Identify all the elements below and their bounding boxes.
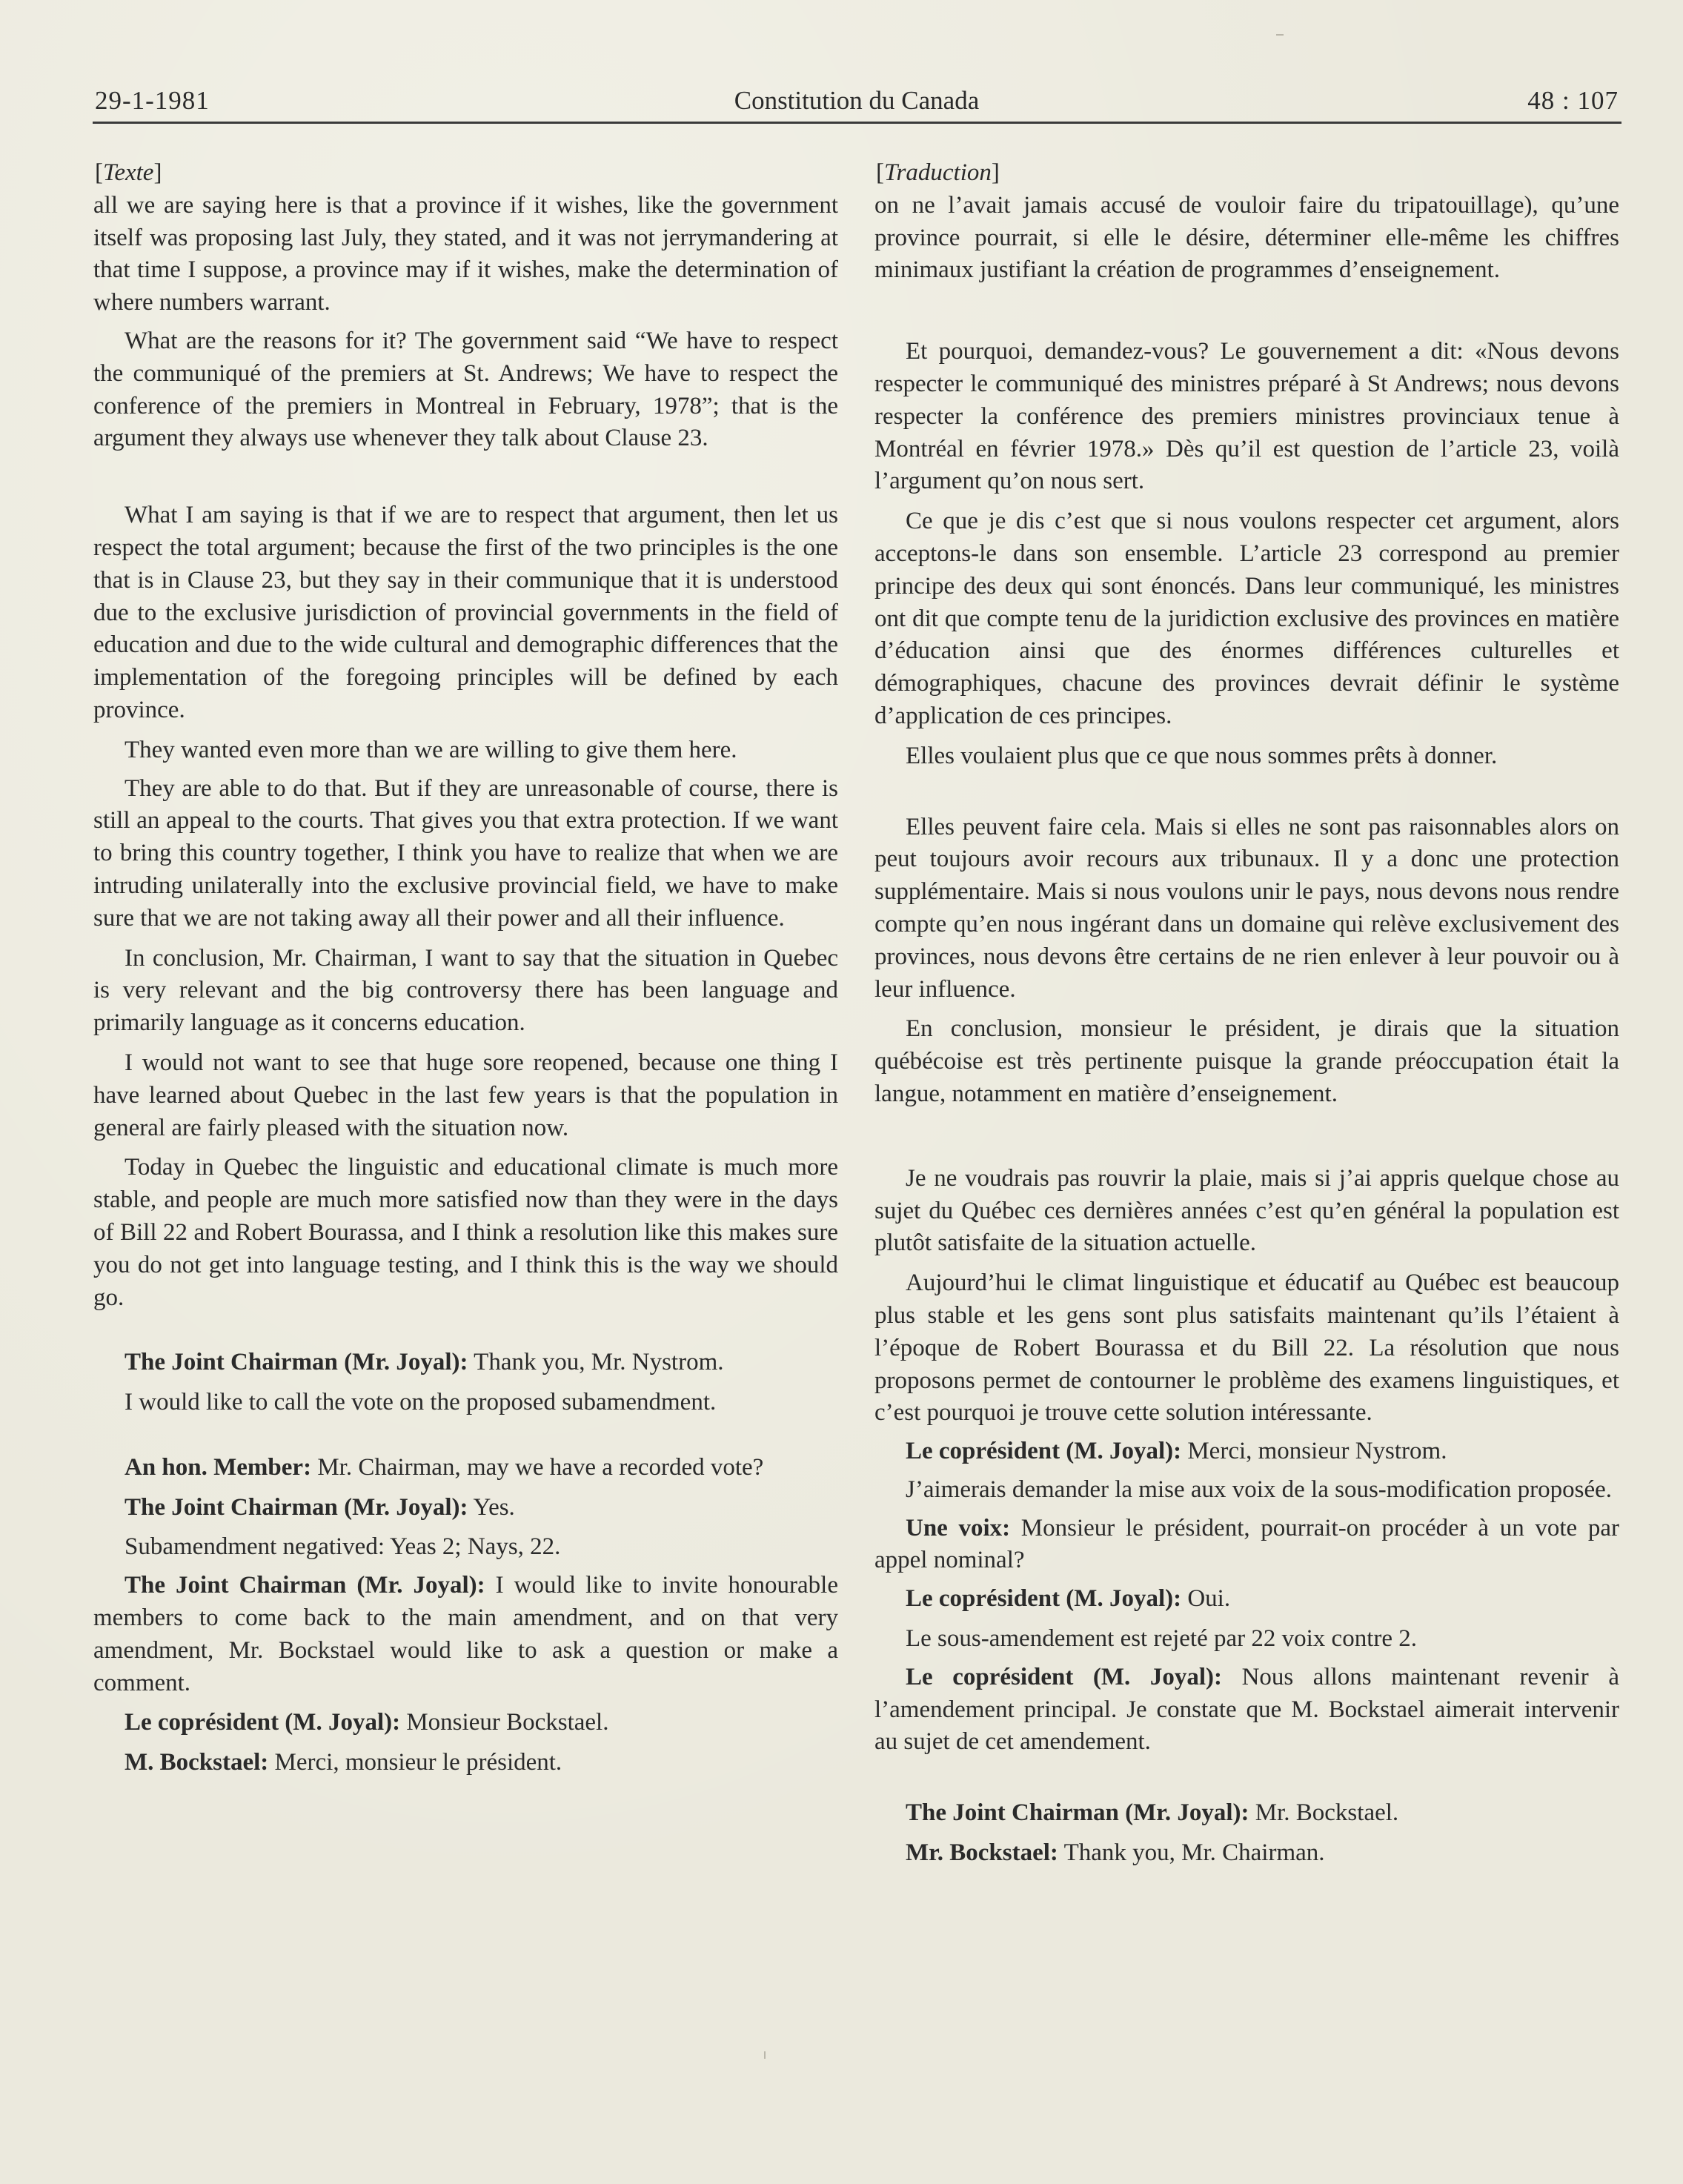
running-head: [95, 80, 1619, 122]
speaker-name: An hon. Member:: [125, 1453, 312, 1481]
speech-text: Mr. Bockstael.: [1249, 1799, 1399, 1827]
speaker-line: [93, 1570, 838, 1699]
speaker-name: The Joint Chairman (Mr. Joyal):: [125, 1493, 468, 1521]
left-paragraph: all we are saying here is that a province if it wishes, like the government itself was proposing last July, they stated, and it was not jerrymandering at that time I suppose, a province may if it wishes, make the determination of where numbers warrant.: [93, 191, 838, 316]
speaker-name: Le coprésident (M. Joyal):: [125, 1709, 401, 1736]
right-paragraph: Le sous-amendement est rejeté par 22 voix contre 2.: [906, 1625, 1418, 1653]
speech-text: Monsieur Bockstael.: [400, 1709, 609, 1736]
speech-text: Mr. Chairman, may we have a recorded vote?: [311, 1453, 764, 1481]
speech-text: Thank you, Mr. Nystrom.: [468, 1349, 724, 1376]
speaker-line: [93, 1492, 838, 1524]
paper-speck: [1276, 34, 1284, 36]
left-paragraph: I would like to call the vote on the proposed subamendment.: [125, 1389, 717, 1416]
right-paragraph: Elles voulaient plus que ce que nous sommes prêts à donner.: [906, 742, 1498, 769]
header-date: 29-1-1981: [95, 86, 210, 115]
right-paragraph: En conclusion, monsieur le président, je dirais que la situation québécoise est très pertinente puisque la grande préoccupation était la langue, notamment en matière d’enseignement.: [874, 1015, 1619, 1107]
speaker-name: Le coprésident (M. Joyal):: [906, 1438, 1182, 1465]
speaker-name: Une voix:: [906, 1514, 1011, 1541]
speech-text: Oui.: [1181, 1585, 1231, 1613]
left-paragraph: I would not want to see that huge sore reopened, because one thing I have learned about Quebec in the last few years is that the population in general are fairly pleased with the situation now.: [93, 1049, 838, 1141]
speaker-name: Le coprésident (M. Joyal):: [906, 1663, 1223, 1690]
speech-text: Monsieur le président, pourrait-on procéder à un vote par appel nominal?: [874, 1514, 1619, 1574]
left-paragraph: In conclusion, Mr. Chairman, I want to say that the situation in Quebec is very relevant and the big controversy there has been language and primarily language as it concerns education.: [93, 944, 838, 1037]
left-paragraph: What I am saying is that if we are to respect that argument, then let us respect the total argument; because the first of the two principles is the one that is in Clause 23, but they say in their communique that it is understood due to the exclusive jurisdiction of provincial governments in the field of education and due to the wide cultural and demographic differences that the implementation of the foregoing principles will be defined by each province.: [93, 502, 838, 723]
paper-speck: [764, 2051, 766, 2059]
header-rule: [93, 122, 1621, 124]
left-paragraph: Today in Quebec the linguistic and educational climate is much more stable, and people are much more satisfied now than they were in the days of Bill 22 and Robert Bourassa, and I think a resolution like this makes sure you do not get into language testing, and I think this is the way we should go.: [93, 1154, 838, 1311]
right-paragraph: Aujourd’hui le climat linguistique et éducatif au Québec est beaucoup plus stable et les gens sont plus satisfaits maintenant qu’ils l’étaient à l’époque de Robert Bourassa et du Bill 22. La résolution que nous proposons permet de contourner le problème des examens linguistiques, et c’est pourquoi je trouve cette solution intéressante.: [874, 1269, 1619, 1427]
speaker-line: [874, 1513, 1619, 1578]
right-column-label: [Traduction]: [876, 159, 1000, 186]
left-paragraph: What are the reasons for it? The government said “We have to respect the communiqué of the premiers at St. Andrews; We have to respect the conference of the premiers in Montreal in February, 1978”; that is the argument they always use whenever they talk about Clause 23.: [93, 327, 838, 452]
speaker-line: [93, 1707, 838, 1739]
speaker-line: [874, 1435, 1619, 1468]
left-paragraph: Subamendment negatived: Yeas 2; Nays, 22.: [125, 1533, 561, 1561]
header-page-number: 48 : 107: [1527, 86, 1619, 115]
left-label-text: Texte: [103, 159, 154, 186]
speech-text: Merci, monsieur Nystrom.: [1181, 1438, 1447, 1465]
left-column-label: [Texte]: [95, 159, 162, 186]
speech-text: Nous allons maintenant revenir à l’amendement principal. Je constate que M. Bockstael aimerait intervenir au sujet de cet amendement.: [874, 1663, 1620, 1756]
speaker-line: [874, 1662, 1619, 1759]
speaker-name: Mr. Bockstael:: [906, 1839, 1058, 1867]
speaker-name: The Joint Chairman (Mr. Joyal):: [125, 1349, 468, 1376]
speaker-name: M. Bockstael:: [125, 1749, 269, 1776]
speaker-line: [93, 1747, 838, 1779]
speaker-name: The Joint Chairman (Mr. Joyal):: [906, 1799, 1249, 1827]
speaker-name: The Joint Chairman (Mr. Joyal):: [125, 1572, 485, 1599]
right-paragraph: Je ne voudrais pas rouvrir la plaie, mais si j’ai appris quelque chose au sujet du Québec ces dernières années c’est qu’en général la population est plutôt satisfaite de la situation actuelle.: [874, 1164, 1619, 1257]
speech-text: I would like to invite honourable members to come back to the main amendment, and on that very amendment, Mr. Bockstael would like to ask a question or make a comment.: [93, 1572, 838, 1696]
speech-text: Merci, monsieur le président.: [268, 1749, 562, 1776]
right-paragraph: Elles peuvent faire cela. Mais si elles ne sont pas raisonnables alors on peut toujours avoir recours aux tribunaux. Il y a donc une protection supplémentaire. Mais si nous voulons unir le pays, nous devons nous rendre compte qu’en nous ingérant dans un domaine qui relève exclusivement des provinces, nous devons être certains de ne rien enlever à leur pouvoir ou à leur influence.: [874, 813, 1619, 1003]
right-paragraph: Et pourquoi, demandez-vous? Le gouvernement a dit: «Nous devons respecter le communiqué des ministres préparé à St Andrews; nous devons respecter la conférence des premiers ministres provinciaux tenue à Montréal en février 1978.» Dès qu’il est question de l’article 23, voilà l’argument qu’on nous sert.: [874, 338, 1619, 495]
left-paragraph: They are able to do that. But if they are unreasonable of course, there is still an appeal to the courts. That gives you that extra protection. If we want to bring this country together, I think you have to realize that when we are intruding unilaterally into the exclusive provincial field, we have to make sure that we are not taking away all their power and all their influence.: [93, 774, 838, 932]
speaker-line: [93, 1452, 838, 1484]
header-title: Constitution du Canada: [734, 86, 980, 115]
right-paragraph: on ne l’avait jamais accusé de vouloir faire du tripatouillage), qu’une province pourrait, si elle le désire, déterminer elle-même les chiffres minimaux justifiant la création de programmes d’enseignement.: [874, 191, 1619, 284]
left-column: [93, 157, 838, 1779]
speaker-line: [874, 1837, 1619, 1870]
speech-text: Yes.: [468, 1493, 515, 1521]
speech-text: Thank you, Mr. Chairman.: [1058, 1839, 1325, 1867]
right-label-text: Traduction: [884, 159, 992, 186]
speaker-line: [874, 1797, 1619, 1830]
speaker-line: [874, 1583, 1619, 1616]
speaker-line: [93, 1347, 838, 1379]
speaker-name: Le coprésident (M. Joyal):: [906, 1585, 1182, 1613]
right-column: [874, 157, 1619, 1870]
left-paragraph: They wanted even more than we are willing to give them here.: [125, 736, 737, 763]
right-paragraph: Ce que je dis c’est que si nous voulons respecter cet argument, alors acceptons-le dans son ensemble. L’article 23 correspond au premier principe des deux qui sont énoncés. Dans leur communiqué, les ministres ont dit que compte tenu de la juridiction exclusive des provinces en matière d’éducation ainsi que des énormes différences culturelles et démographiques, chacune des provinces devrait définir le système d’application de ces principes.: [874, 508, 1619, 729]
right-paragraph: J’aimerais demander la mise aux voix de la sous-modification proposée.: [906, 1476, 1613, 1503]
